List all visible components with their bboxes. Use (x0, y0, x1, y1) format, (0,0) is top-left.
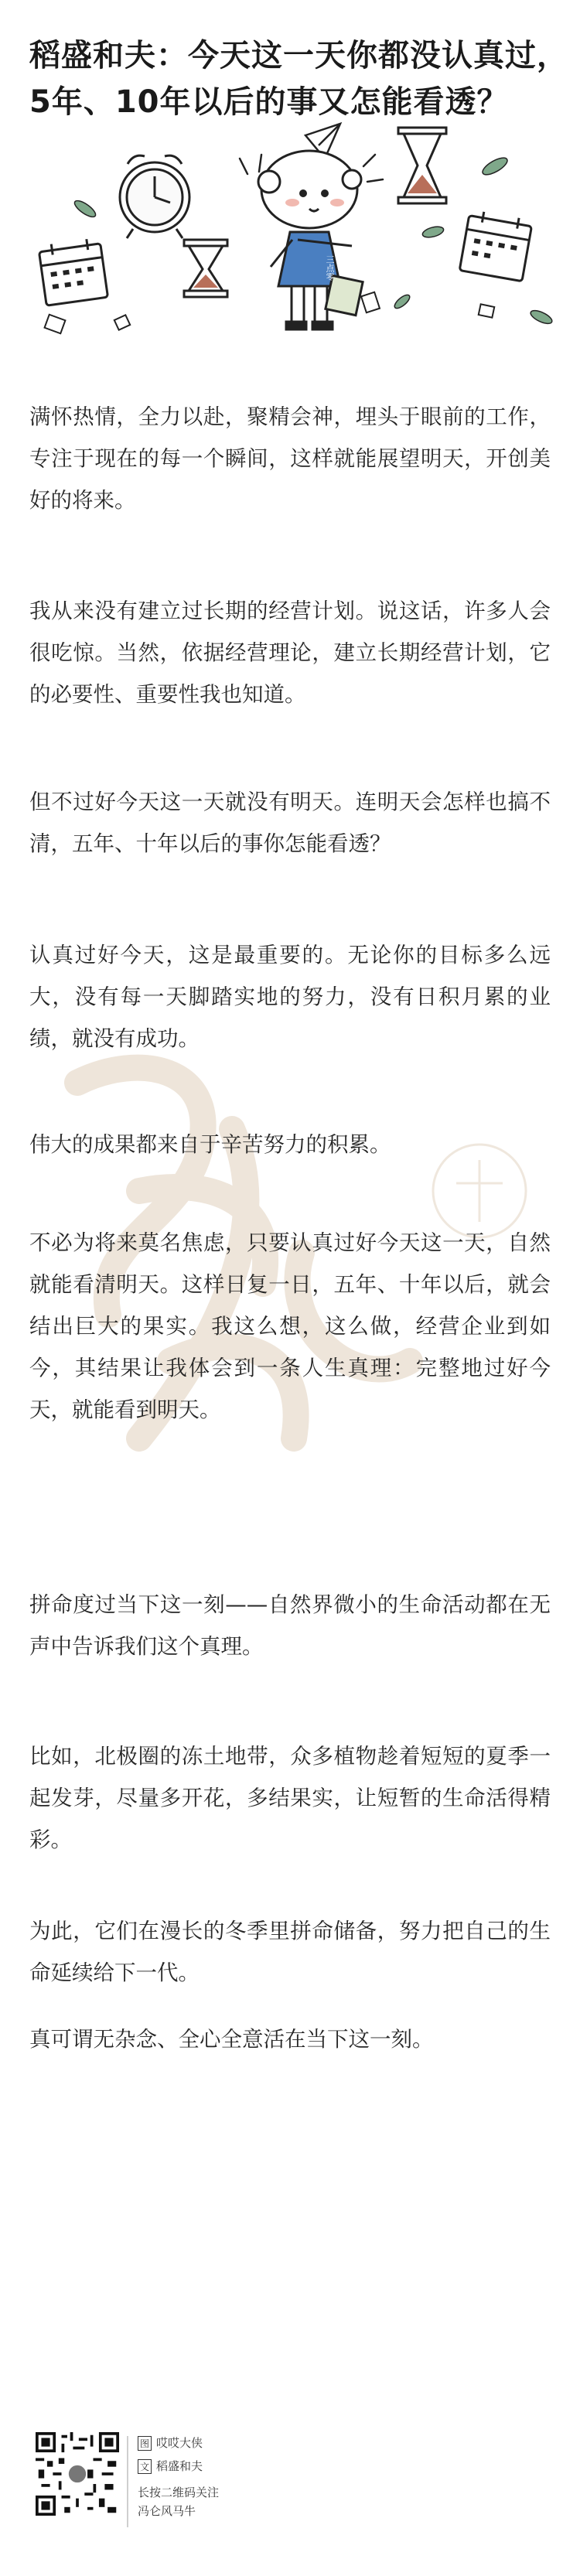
hero-section (0, 0, 580, 363)
paragraph: 比如，北极圈的冻土地带，众多植物趁着短短的夏季一起发芽，尽量多开花，多结果实，让短暂的生命活得精彩。 (29, 1744, 551, 1852)
text-credit-tag: 文 (138, 2459, 152, 2474)
alarm-clock-icon (120, 155, 189, 238)
calendar-icon (38, 237, 107, 305)
paragraph: 不必为将来莫名焦虑，只要认真过好今天这一天，自然就能看清明天。这样日复一日，五年、十年以后，就会结出巨大的果实。我这么想，这么做，经营企业到如今，其结果让我体会到一条人生真理：完整地过好今天，就能看到明天。 (29, 1230, 551, 1422)
hero-illustration (0, 0, 580, 363)
qr-code[interactable] (36, 2432, 119, 2516)
paragraph: 伟大的成果都来自于辛苦努力的积累。 (29, 1132, 391, 1157)
paragraph: 真可谓无杂念、全心全意活在当下这一刻。 (29, 2027, 434, 2052)
character-shirt-label: 三点零 (325, 255, 335, 281)
paragraph: 认真过好今天，这是最重要的。无论你的目标多么远大，没有每一天脚踏实地的努力，没有日积月累的业绩，就没有成功。 (29, 943, 551, 1051)
image-credit (138, 2434, 203, 2451)
hourglass-icon (398, 128, 446, 203)
paragraph: 满怀热情，全力以赴，聚精会神，埋头于眼前的工作，专注于现在的每一个瞬间，这样就能展望明天，开创美好的将来。 (29, 404, 551, 513)
paragraph: 但不过好今天这一天就没有明天。连明天会怎样也搞不清，五年、十年以后的事你怎能看透？ (29, 790, 551, 856)
image-credit-name: 哎哎大侠 (156, 2436, 203, 2450)
text-credit-name: 稻盛和夫 (156, 2459, 203, 2473)
cartoon-character (258, 151, 363, 329)
calendar-icon (459, 210, 533, 281)
account-name: 冯仑风马牛 (138, 2504, 196, 2518)
image-credit-tag: 图 (138, 2436, 152, 2451)
text-credit (138, 2458, 203, 2474)
paper-scrap-icon (45, 292, 495, 333)
hourglass-icon (184, 240, 227, 297)
follow-cta: 长按二维码关注 (138, 2486, 220, 2499)
paragraph: 我从来没有建立过长期的经营计划。说这话，许多人会很吃惊。当然，依据经营理论，建立长期经营计划，它的必要性、重要性我也知道。 (29, 599, 551, 707)
article-title-line-1: 稻盛和夫：今天这一天你都没认真过， (29, 38, 568, 73)
paragraph: 拼命度过当下这一刻——自然界微小的生命活动都在无声中告诉我们这个真理。 (29, 1592, 551, 1659)
paragraph: 为此，它们在漫长的冬季里拼命储备，努力把自己的生命延续给下一代。 (29, 1919, 551, 1985)
article-title-line-2: 5年、10年以后的事又怎能看透？ (29, 84, 509, 120)
footer-divider (127, 2436, 128, 2527)
